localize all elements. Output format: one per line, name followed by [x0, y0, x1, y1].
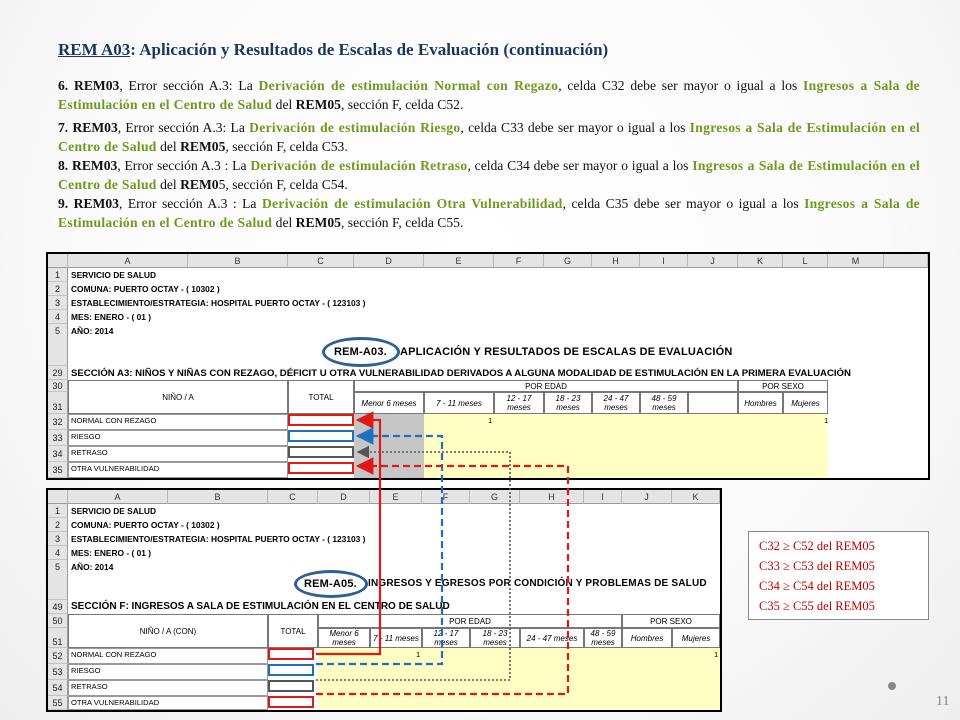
row-header[interactable]: 32 — [48, 414, 68, 430]
row-label-retraso: RETRASO — [68, 446, 288, 462]
row-header[interactable]: 51 — [48, 628, 68, 648]
row-header[interactable]: 5 — [48, 560, 68, 600]
age-col-header: 7 - 11 meses — [370, 628, 422, 648]
value-cell[interactable]: 1 — [488, 416, 493, 425]
col-header[interactable]: H — [592, 254, 640, 268]
value-cell[interactable]: 1 — [416, 650, 421, 659]
data-area-gray — [354, 414, 424, 478]
row-label-normal: NORMAL CON REZAGO — [68, 414, 288, 430]
age-col-header: 24 - 47 meses — [520, 628, 584, 648]
rem-title: APLICACIÓN Y RESULTADOS DE ESCALAS DE EVALUACIÓN — [400, 346, 733, 358]
rule-c34: C34 ≥ C54 del REM05 — [759, 579, 875, 593]
col-header[interactable]: K — [738, 254, 783, 268]
row-header[interactable]: 4 — [48, 310, 68, 324]
col-header[interactable]: K — [672, 490, 720, 504]
row-label-riesgo: RIESGO — [68, 430, 288, 446]
col-header[interactable]: F — [422, 490, 470, 504]
row-header[interactable]: 1 — [48, 504, 68, 518]
age-col-header: Menor 6 meses — [354, 392, 424, 414]
col-header[interactable]: I — [640, 254, 688, 268]
highlight-text: Derivación de estimulación Riesgo — [249, 120, 461, 135]
highlight-text: Derivación de estimulación Retraso — [250, 158, 468, 173]
age-col-header: 48 - 59 meses — [584, 628, 622, 648]
text-run: del — [156, 177, 181, 192]
cell-c55-highlight[interactable] — [268, 696, 314, 708]
rem-code: REM-A03. — [334, 346, 387, 358]
col-total-header: TOTAL — [288, 380, 354, 414]
rem-title: INGRESOS Y EGRESOS POR CONDICIÓN Y PROBLEMAS DE SALUD — [368, 578, 707, 589]
col-header[interactable]: D — [318, 490, 370, 504]
col-child-header: NIÑO / A (CON) — [68, 614, 268, 648]
section-title: SECCIÓN F: INGRESOS A SALA DE ESTIMULACIÓN EN EL CENTRO DE SALUD — [71, 601, 450, 612]
slide-title — [58, 40, 608, 60]
col-header[interactable]: B — [188, 254, 288, 268]
row-header[interactable]: 53 — [48, 664, 68, 680]
data-area-yellow[interactable] — [424, 414, 828, 478]
row-header[interactable]: 52 — [48, 648, 68, 664]
age-col-header: 48 - 59 meses — [640, 392, 688, 414]
bold-text: REM05 — [295, 215, 341, 230]
row-header[interactable]: 2 — [48, 518, 68, 532]
col-header[interactable]: L — [783, 254, 828, 268]
text-run: , Error sección A.3 : La — [117, 158, 251, 173]
bold-text: REM05 — [180, 139, 226, 154]
sheet-rem-a03 — [48, 254, 928, 478]
rem-code-highlight-oval — [294, 570, 368, 598]
row-label-normal: NORMAL CON REZAGO — [68, 648, 268, 664]
bold-text: 9. — [58, 196, 74, 211]
data-area-yellow[interactable] — [318, 648, 720, 710]
row-label-riesgo: RIESGO — [68, 664, 268, 680]
header-line: AÑO: 2014 — [71, 326, 114, 336]
col-header[interactable]: A — [68, 490, 168, 504]
blank-header — [688, 392, 738, 414]
highlight-text: Derivación de estimulación Normal con Regazo — [258, 78, 559, 93]
decorative-dot — [888, 682, 896, 690]
col-header[interactable]: I — [584, 490, 622, 504]
section-title: SECCIÓN A3: NIÑOS Y NIÑAS CON REZAGO, DÉFICIT U OTRA VULNERABILIDAD DERIVADOS A ALGUNA MODALIDAD DE ESTIMULACIÓN EN LA PRIMERA EVALUACIÓN — [71, 368, 851, 379]
age-col-header: 18 - 23 meses — [544, 392, 592, 414]
row-header[interactable]: 54 — [48, 680, 68, 696]
row-header[interactable]: 1 — [48, 268, 68, 282]
row-header[interactable]: 50 — [48, 614, 68, 628]
col-header[interactable]: J — [622, 490, 672, 504]
age-col-header: 12 - 17 meses — [422, 628, 470, 648]
error-paragraph-8 — [58, 156, 920, 194]
header-line: ESTABLECIMIENTO/ESTRATEGIA: HOSPITAL PUERTO OCTAY - ( 123103 ) — [71, 298, 366, 308]
group-age-header: POR EDAD — [354, 380, 738, 392]
age-col-header: 24 - 47 meses — [592, 392, 640, 414]
title-rest: : Aplicación y Resultados de Escalas de Evaluación (continuación) — [130, 40, 609, 59]
row-header[interactable]: 29 — [48, 366, 68, 380]
cell-c32-highlight[interactable] — [288, 414, 354, 426]
age-col-header: 7 - 11 meses — [424, 392, 494, 414]
col-header[interactable]: C — [268, 490, 318, 504]
sex-col-header: Mujeres — [672, 628, 720, 648]
header-line: SERVICIO DE SALUD — [71, 506, 157, 516]
title-link[interactable]: REM A03 — [58, 40, 131, 59]
age-col-header: Menor 6 meses — [318, 628, 370, 648]
text-run: , sección F, celda C55. — [340, 215, 464, 230]
highlight-text: Ingresos a Sala de Estimulación en el Centro de Salud — [58, 158, 921, 192]
col-header[interactable]: G — [544, 254, 592, 268]
col-header[interactable]: E — [370, 490, 422, 504]
rem-code-highlight-oval — [322, 337, 400, 367]
row-label-otra: OTRA VULNERABILIDAD — [68, 696, 268, 710]
bold-text: REM03 — [72, 158, 118, 173]
cell-c33-highlight[interactable] — [288, 430, 354, 442]
col-child-header: NIÑO / A — [68, 380, 288, 414]
bold-text: REM03 — [73, 196, 119, 211]
rule-c32: C32 ≥ C52 del REM05 — [759, 539, 875, 553]
text-run: del — [156, 139, 181, 154]
row-header[interactable]: 2 — [48, 282, 68, 296]
sheet-rem-a05 — [48, 490, 720, 710]
header-line: MES: ENERO - ( 01 ) — [71, 312, 152, 322]
error-paragraph-9 — [58, 194, 920, 232]
text-run: , celda C33 debe ser mayor o igual a los — [460, 120, 690, 135]
value-cell[interactable]: 1 — [714, 650, 719, 659]
col-header-blank — [884, 254, 928, 268]
bold-text: REM03 — [72, 120, 118, 135]
bold-text: REM0 — [180, 177, 219, 192]
cell-c34-highlight[interactable] — [288, 446, 354, 458]
text-run: , sección F, celda C52. — [340, 97, 464, 112]
cell-c53-highlight[interactable] — [268, 664, 314, 676]
text-run: , sección F, celda C53. — [225, 139, 348, 154]
group-sex-header: POR SEXO — [622, 614, 720, 628]
text-run: , celda C34 debe ser mayor o igual a los — [467, 158, 693, 173]
group-age-header: POR EDAD — [318, 614, 622, 628]
col-header[interactable]: A — [68, 254, 188, 268]
row-label-retraso: RETRASO — [68, 680, 268, 696]
row-header[interactable]: 55 — [48, 696, 68, 710]
row-header[interactable]: 4 — [48, 546, 68, 560]
row-header[interactable]: 3 — [48, 532, 68, 546]
col-header[interactable]: B — [168, 490, 268, 504]
group-sex-header: POR SEXO — [738, 380, 828, 392]
error-paragraph-7 — [58, 118, 920, 156]
highlight-text: Ingresos a Sala de Estimulación en el Centro de Salud — [58, 78, 921, 112]
col-header[interactable]: F — [494, 254, 544, 268]
cell-c35-highlight[interactable] — [288, 462, 354, 474]
cell-c54-highlight[interactable] — [268, 680, 314, 692]
sex-col-header: Mujeres — [783, 392, 828, 414]
col-header[interactable]: M — [828, 254, 884, 268]
row-header[interactable]: 30 — [48, 380, 68, 392]
bold-text: REM03 — [74, 78, 120, 93]
bold-text: 8. — [58, 158, 72, 173]
header-line: COMUNA: PUERTO OCTAY - ( 10302 ) — [71, 284, 220, 294]
col-total-header: TOTAL — [268, 614, 318, 648]
row-label-otra: OTRA VULNERABILIDAD — [68, 462, 288, 478]
row-header[interactable]: 49 — [48, 600, 68, 614]
col-header[interactable]: J — [688, 254, 738, 268]
validation-rules-box — [748, 531, 929, 620]
text-run: del — [272, 215, 296, 230]
row-header[interactable]: 5 — [48, 324, 68, 366]
text-run: , Error sección A.3: La — [119, 78, 259, 93]
highlight-text: Ingresos a Sala de Estimulación en el Centro de Salud — [58, 120, 920, 154]
header-line: COMUNA: PUERTO OCTAY - ( 10302 ) — [71, 520, 220, 530]
bold-text: 6. — [58, 78, 74, 93]
row-header[interactable]: 31 — [48, 392, 68, 414]
header-line: AÑO: 2014 — [71, 562, 114, 572]
col-header[interactable]: E — [424, 254, 494, 268]
row-header[interactable]: 3 — [48, 296, 68, 310]
bold-text: REM05 — [295, 97, 341, 112]
rule-c35: C35 ≥ C55 del REM05 — [759, 599, 875, 613]
error-paragraph-6 — [58, 76, 920, 114]
value-cell[interactable]: 1 — [824, 416, 829, 425]
col-header[interactable]: D — [354, 254, 424, 268]
header-line: SERVICIO DE SALUD — [71, 270, 157, 280]
sex-col-header: Hombres — [738, 392, 783, 414]
text-run: 5, sección F, celda C54. — [218, 177, 348, 192]
text-run: , celda C35 debe ser mayor o igual a los — [562, 196, 805, 211]
rem-code: REM-A05. — [304, 578, 357, 590]
bold-text: 7. — [58, 120, 73, 135]
text-run: del — [272, 97, 296, 112]
col-header[interactable]: C — [288, 254, 354, 268]
highlight-text: Derivación de estimulación Otra Vulnerabilidad — [261, 196, 563, 211]
row-header[interactable]: 33 — [48, 430, 68, 446]
row-header[interactable]: 34 — [48, 446, 68, 462]
header-line: ESTABLECIMIENTO/ESTRATEGIA: HOSPITAL PUERTO OCTAY - ( 123103 ) — [71, 534, 366, 544]
row-header[interactable]: 35 — [48, 462, 68, 478]
rule-c33: C33 ≥ C53 del REM05 — [759, 559, 875, 573]
text-run: , Error sección A.3 : La — [118, 196, 262, 211]
header-line: MES: ENERO - ( 01 ) — [71, 548, 152, 558]
text-run: , celda C32 debe ser mayor o igual a los — [558, 78, 804, 93]
col-header[interactable]: G — [470, 490, 520, 504]
page-number: 11 — [936, 694, 950, 709]
sex-col-header: Hombres — [622, 628, 672, 648]
text-run: , Error sección A.3: La — [117, 120, 250, 135]
highlight-text: Ingresos a Sala de Estimulación en el Centro de Salud — [58, 196, 921, 230]
age-col-header: 12 - 17 meses — [494, 392, 544, 414]
age-col-header: 18 - 23 meses — [470, 628, 520, 648]
corner-cell — [48, 254, 68, 268]
col-header[interactable]: H — [520, 490, 584, 504]
corner-cell — [48, 490, 68, 504]
cell-c52-highlight[interactable] — [268, 648, 314, 660]
